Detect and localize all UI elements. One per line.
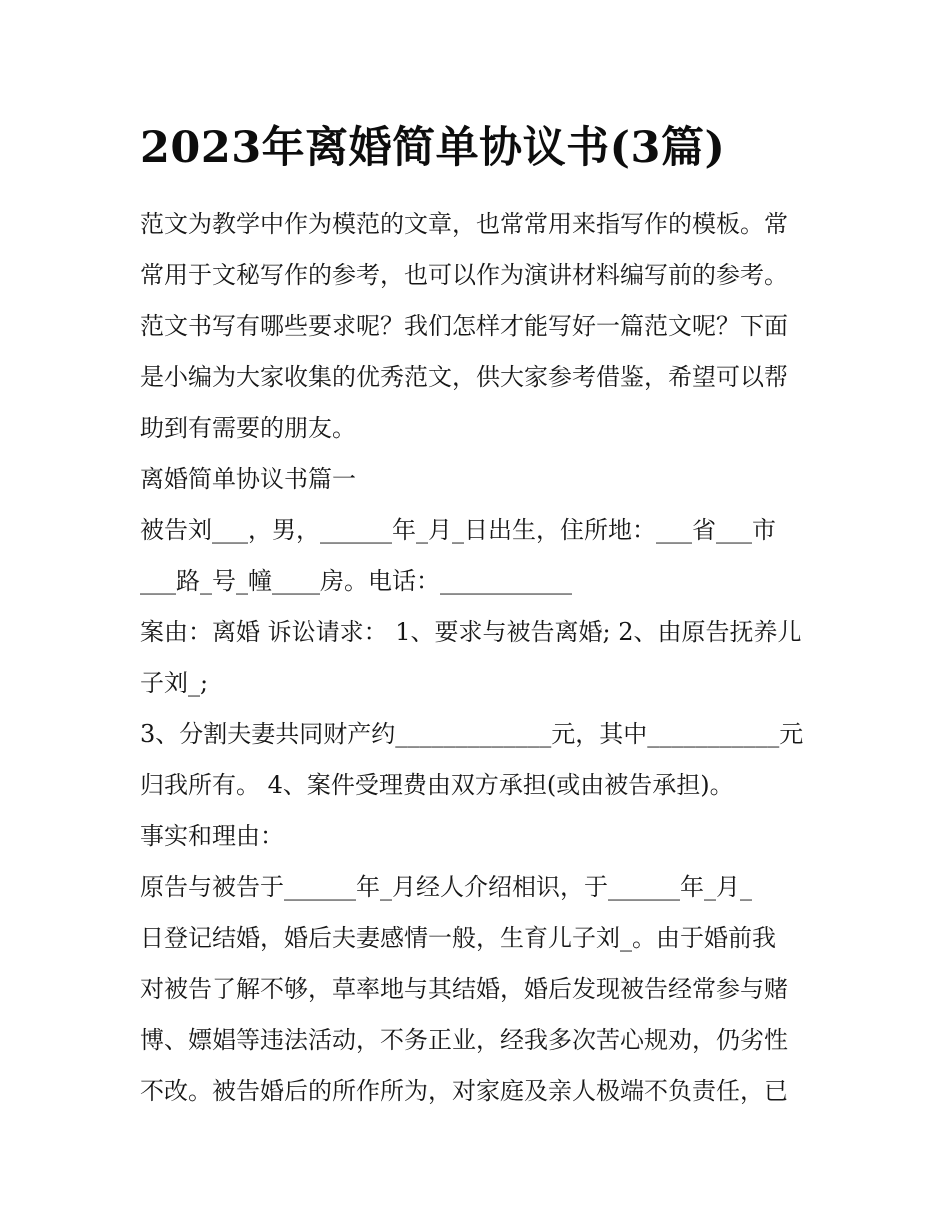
body-line: 常用于文秘写作的参考，也可以作为演讲材料编写前的参考。 [140,261,788,289]
body-line: 日登记结婚，婚后夫妻感情一般，生育儿子刘_。由于婚前我 [140,924,776,952]
section-heading: 离婚简单协议书篇一 [140,465,356,493]
body-line: 范文为教学中作为模范的文章，也常常用来指写作的模板。常 [140,210,788,238]
body-line: 对被告了解不够，草率地与其结婚，婚后发现被告经常参与赌 [140,975,788,1003]
body-line: 博、嫖娼等违法活动，不务正业，经我多次苦心规劝，仍劣性 [140,1026,788,1054]
document-title: 2023年离婚简单协议书(3篇) [140,123,726,173]
document-body [140,199,812,1117]
body-line: 原告与被告于______年_月经人介绍相识，于______年_月_ [140,873,752,901]
body-line: 子刘_; [140,669,209,697]
section-heading: 事实和理由： [140,822,284,850]
body-line: 3、分割夫妻共同财产约_____________元，其中___________元 [140,720,804,748]
body-line: 案由：离婚 诉讼请求： 1、要求与被告离婚; 2、由原告抚养儿 [140,618,802,646]
body-line: 范文书写有哪些要求呢？我们怎样才能写好一篇范文呢？下面 [140,312,788,340]
body-line: ___路_号_幢____房。电话：___________ [140,567,572,595]
body-line: 是小编为大家收集的优秀范文，供大家参考借鉴，希望可以帮 [140,363,788,391]
body-line: 不改。被告婚后的所作所为，对家庭及亲人极端不负责任，已 [140,1077,788,1105]
body-line: 归我所有。 4、案件受理费由双方承担(或由被告承担)。 [140,771,734,799]
body-line: 助到有需要的朋友。 [140,414,356,442]
body-line: 被告刘___，男，______年_月_日出生，住所地：___省___市 [140,516,776,544]
